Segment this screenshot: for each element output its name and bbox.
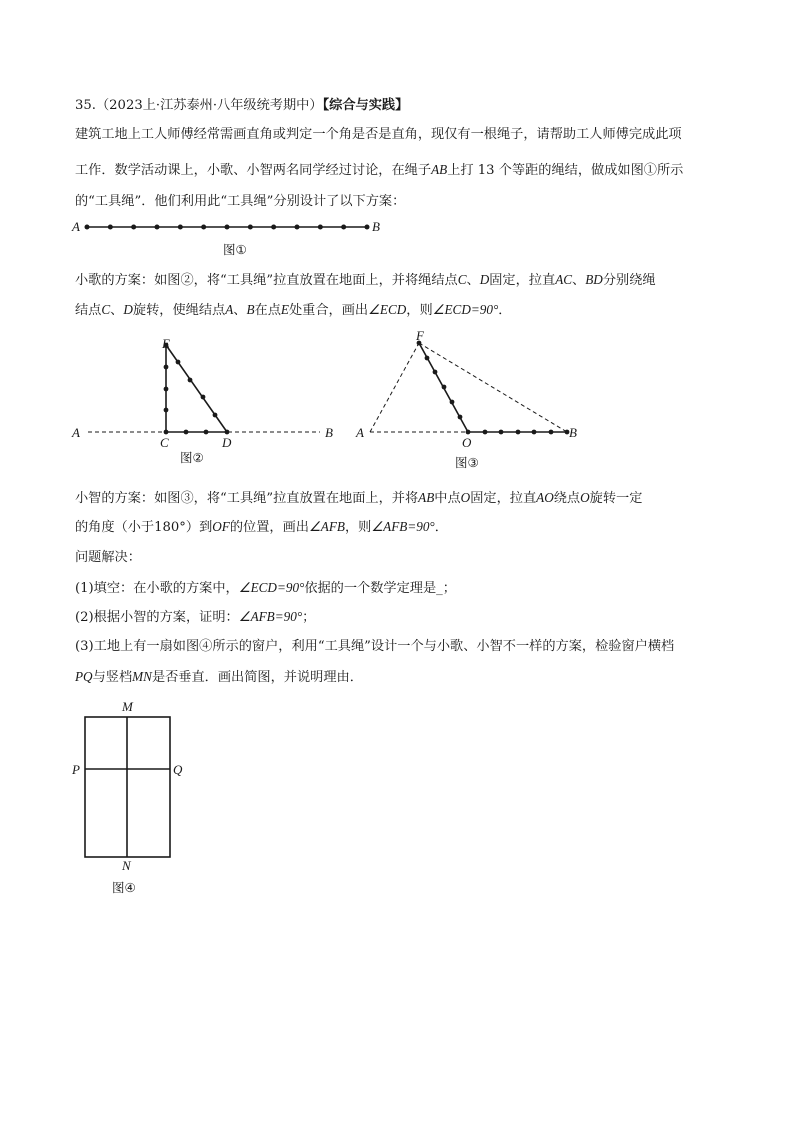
- fig4-caption: 图④: [112, 880, 136, 895]
- rope-knot: [108, 225, 113, 230]
- problem-source: （2023上·江苏泰州·八年级统考期中）: [95, 98, 323, 113]
- question-3-line-1: (3)工地上有一扇如图④所示的窗户，利用“工具绳”设计一个与小歌、小智不一样的方案，检验窗户横档: [75, 639, 675, 654]
- intro-line-3: 的“工具绳”．他们利用此“工具绳”分别设计了以下方案：: [75, 194, 406, 209]
- fig2-label-e: E: [162, 336, 170, 351]
- problem-tag: 【综合与实践】: [322, 98, 409, 113]
- question-2: (2)根据小智的方案，证明：∠AFB=90°；: [75, 609, 316, 625]
- rope-knot: [155, 225, 160, 230]
- xiaozhi-line-2: 的角度（小于180°）到OF的位置，画出∠AFB，则∠AFB=90°．: [75, 519, 448, 535]
- fig1-caption: 图①: [223, 242, 247, 257]
- rope-knot: [225, 225, 230, 230]
- figure-3: [355, 328, 577, 470]
- figure-1: [71, 219, 380, 257]
- figure-2: [71, 336, 333, 465]
- question-3-line-2: PQ与竖档MN是否垂直．画出简图，并说明理由．: [75, 669, 363, 685]
- rope-knot: [85, 225, 90, 230]
- xiaoge-line-2: 结点C、D旋转，使绳结点A、B在点E处重合，画出∠ECD，则∠ECD=90°．: [75, 302, 512, 318]
- fig4-label-n: N: [122, 858, 131, 873]
- rope-knot: [178, 225, 183, 230]
- rope-knot: [318, 225, 323, 230]
- fig3-dashed-af: [370, 343, 419, 432]
- fig3-label-o: O: [462, 435, 472, 450]
- rope-knot: [201, 225, 206, 230]
- fig4-label-m: M: [122, 699, 133, 714]
- questions-heading: 问题解决：: [75, 550, 141, 565]
- fig3-dashed-fb: [419, 343, 567, 432]
- rope-knot: [131, 225, 136, 230]
- fig3-caption: 图③: [455, 455, 479, 470]
- question-1: (1)填空：在小歌的方案中，∠ECD=90°依据的一个数学定理是_；: [75, 580, 456, 596]
- fig2-segment-ed: [166, 345, 227, 432]
- fig2-label-c: C: [160, 435, 169, 450]
- fig1-label-b: B: [372, 219, 380, 234]
- rope-knot: [341, 225, 346, 230]
- problem-number: 35.: [75, 98, 96, 113]
- fig2-label-b: B: [325, 425, 333, 440]
- fig3-label-f: F: [416, 328, 424, 343]
- fig2-label-a: A: [72, 425, 80, 440]
- xiaozhi-line-1: 小智的方案：如图③，将“工具绳”拉直放置在地面上，并将AB中点O固定，拉直AO绕点O旋转一定: [75, 490, 643, 506]
- rope-knot: [271, 225, 276, 230]
- rope-knot: [295, 225, 300, 230]
- fig1-label-a: A: [72, 219, 80, 234]
- fig2-label-d: D: [222, 435, 232, 450]
- figure-4: [71, 699, 183, 895]
- fig3-label-a: A: [356, 425, 364, 440]
- rope-knot: [248, 225, 253, 230]
- xiaoge-line-1: 小歌的方案：如图②，将“工具绳”拉直放置在地面上，并将绳结点C、D固定，拉直AC、BD分别绕绳: [75, 272, 656, 288]
- fig4-label-p: P: [72, 762, 80, 777]
- intro-line-1: 建筑工地上工人师傅经常需画直角或判定一个角是否是直角，现仅有一根绳子，请帮助工人师傅完成此项: [75, 127, 682, 142]
- fig3-label-b: B: [569, 425, 577, 440]
- rope-knot: [365, 225, 370, 230]
- fig4-label-q: Q: [173, 762, 183, 777]
- fig2-caption: 图②: [180, 450, 204, 465]
- intro-line-2: 工作．数学活动课上，小歌、小智两名同学经过讨论，在绳子AB上打 13 个等距的绳结，做成如图①所示: [75, 162, 684, 178]
